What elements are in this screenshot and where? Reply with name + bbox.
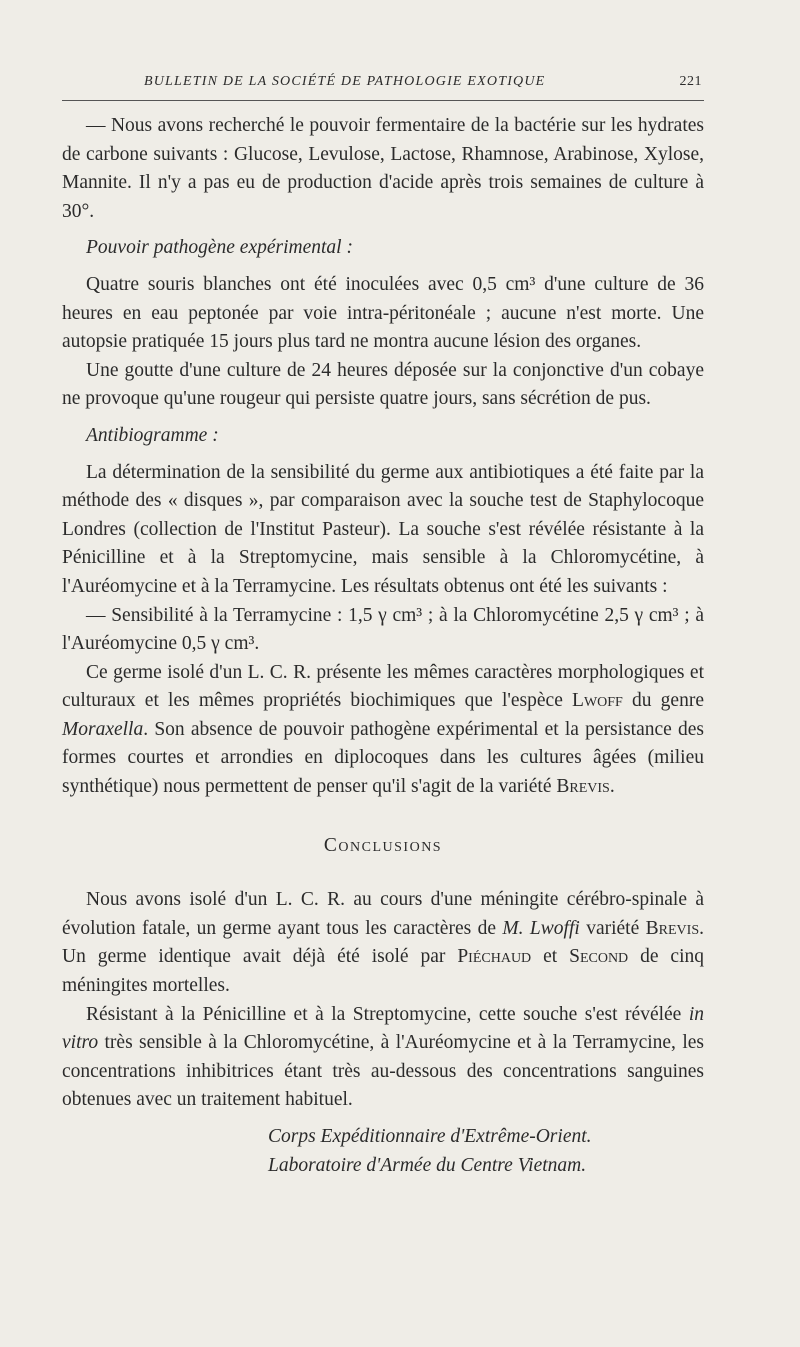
variety-brevis: Brevis — [556, 776, 610, 798]
article-body — [62, 112, 704, 1180]
header-rule — [62, 100, 704, 101]
paragraph-guinea-pig: Une goutte d'une culture de 24 heures déposée sur la conjonctive d'un cobaye ne provoque qu'une rougeur qui persiste quatre jours, sans sécrétion de pus. — [62, 359, 704, 410]
paragraph-sensitivity-values: — Sensibilité à la Terramycine : 1,5 γ cm³ ; à la Chloromycétine 2,5 γ cm³ ; à l'Auréomycine 0,5 γ cm³. — [62, 604, 704, 655]
signature-block — [62, 1123, 704, 1180]
paragraph-conclusion-1: Nous avons isolé d'un L. C. R. au cours d'une méningite cérébro-spinale à évolution fatale, un germe ayant tous les caractères de M. Lwoffi variété Brevis. Un germe identique avait déjà été isolé par Piéchaud et Second de cinq méningites mortelles. — [62, 889, 704, 997]
genus-moraxella: Moraxella — [62, 718, 144, 740]
subheading-pathogenic-power: Pouvoir pathogène expérimental : — [86, 237, 353, 259]
variety-brevis-2: Brevis — [645, 917, 700, 939]
phrase-in-vitro: in vitro — [62, 1003, 704, 1054]
signature-line-2: Laboratoire d'Armée du Centre Vietnam. — [268, 1154, 587, 1176]
author-name-piechaud: Piéchaud — [457, 946, 532, 968]
author-name-lwoff: Lwoff — [572, 690, 623, 712]
paragraph-fermentation: — Nous avons recherché le pouvoir fermentaire de la bactérie sur les hydrates de carbone suivants : Glucose, Levulose, Lactose, Rhamnose, Arabinose, Xylose, Mannite. Il n'y a pas eu de production d'acide après trois semaines de culture à 30°. — [62, 115, 704, 222]
author-name-second: Second — [569, 946, 629, 968]
species-m-lwoffi: M. Lwoffi — [502, 917, 580, 939]
paragraph-antibiotic-sensitivity: La détermination de la sensibilité du germe aux antibiotiques a été faite par la méthode des « disques », par comparaison avec la souche test de Staphylocoque Londres (collection de l'Institut Pasteur). La souche s'est révélée résistante à la Pénicilline et à la Streptomycine, mais sensible à la Chloromycétine, à l'Auréomycine et à la Terramycine. Les résultats obtenus ont été les suivants : — [62, 461, 704, 597]
paragraph-mice-inoculation: Quatre souris blanches ont été inoculées avec 0,5 cm³ d'une culture de 36 heures en eau peptonée par voie intra-péritonéale ; aucune n'est morte. Une autopsie pratiquée 15 jours plus tard ne montra aucune lésion des organes. — [62, 273, 704, 353]
paragraph-identification: Ce germe isolé d'un L. C. R. présente les mêmes caractères morphologiques et culturaux et les mêmes propriétés biochimiques que l'espèce Lwoff du genre Moraxella. Son absence de pouvoir pathogène expérimental et la persistance des formes courtes et arrondies en diplocoques dans les cultures âgées (milieu synthétique) nous permettent de penser qu'il s'agit de la variété Brevis. — [62, 661, 704, 798]
journal-title: BULLETIN DE LA SOCIÉTÉ DE PATHOLOGIE EXOTIQUE — [144, 74, 546, 89]
page-number: 221 — [679, 74, 702, 89]
section-heading-conclusions: Conclusions — [323, 834, 443, 856]
signature-line-1: Corps Expéditionnaire d'Extrême-Orient. — [268, 1126, 592, 1147]
paragraph-conclusion-2: Résistant à la Pénicilline et à la Streptomycine, cette souche s'est révélée in vitro très sensible à la Chloromycétine, à l'Auréomycine et à la Terramycine, les concentrations inhibitrices étant très au-dessous des concentrations sanguines obtenues avec un traitement habituel. — [62, 1003, 704, 1111]
subheading-antibiogram: Antibiogramme : — [86, 424, 219, 446]
